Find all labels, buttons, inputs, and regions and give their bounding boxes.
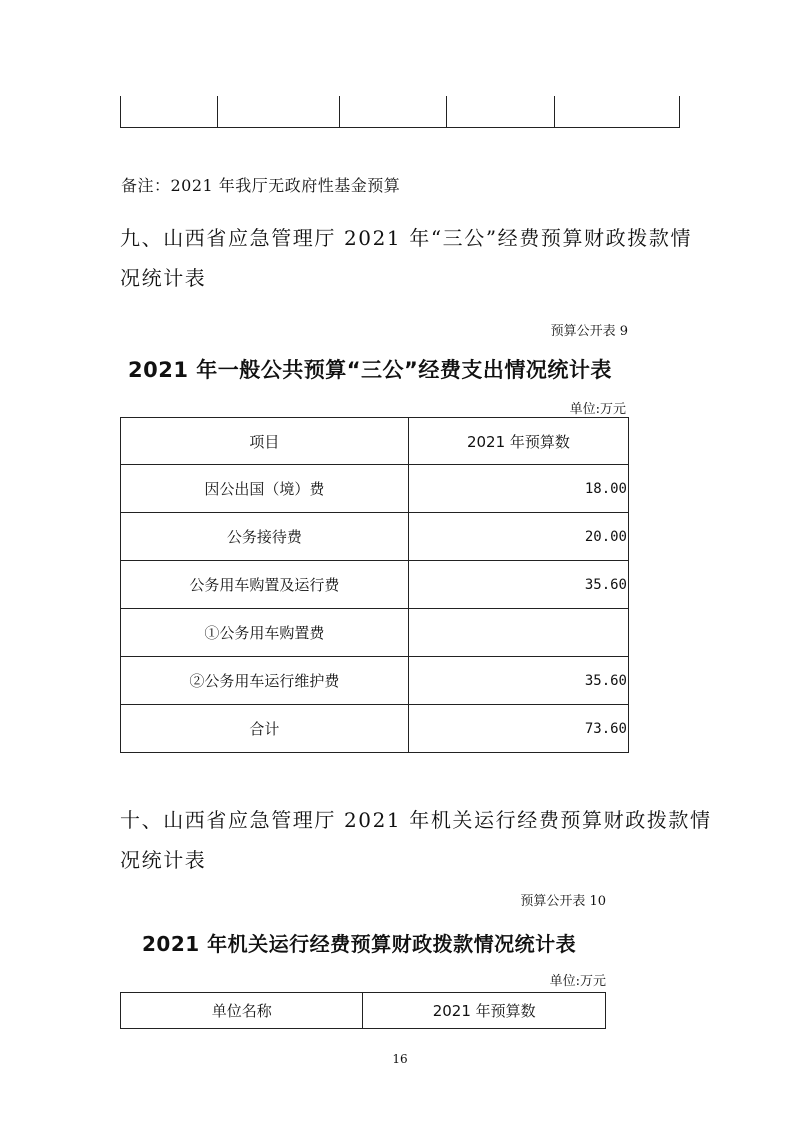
table-divider bbox=[554, 96, 555, 127]
table-10-unit: 单位:万元 bbox=[549, 974, 606, 989]
section-9-heading: 九、山西省应急管理厅 2021 年“三公”经费预算财政拨款情况统计表 bbox=[120, 226, 693, 290]
table-divider bbox=[339, 96, 340, 127]
row-item: 公务接待费 bbox=[121, 513, 409, 561]
row-value: 35.60 bbox=[408, 657, 628, 705]
row-item: ①公务用车购置费 bbox=[121, 609, 409, 657]
row-value: 18.00 bbox=[408, 465, 628, 513]
previous-table-fragment bbox=[120, 96, 680, 128]
page-number: 16 bbox=[392, 1052, 408, 1066]
row-item: ②公务用车运行维护费 bbox=[121, 657, 409, 705]
row-value: 73.60 bbox=[408, 705, 628, 753]
table-9-unit: 单位:万元 bbox=[569, 402, 626, 417]
table-divider bbox=[446, 96, 447, 127]
row-item: 因公出国（境）费 bbox=[121, 465, 409, 513]
table-row-total bbox=[121, 705, 629, 753]
table-row bbox=[121, 513, 629, 561]
row-item: 合计 bbox=[121, 705, 409, 753]
table-header-row bbox=[121, 418, 629, 465]
row-value bbox=[408, 609, 628, 657]
table-row bbox=[121, 657, 629, 705]
table-row bbox=[121, 609, 629, 657]
three-public-expenses-table bbox=[120, 417, 629, 753]
row-value: 20.00 bbox=[408, 513, 628, 561]
column-header-unit-name: 单位名称 bbox=[121, 993, 363, 1029]
table-9-title: 2021 年一般公共预算“三公”经费支出情况统计表 bbox=[128, 358, 612, 382]
row-value: 35.60 bbox=[408, 561, 628, 609]
column-header-budget: 2021 年预算数 bbox=[363, 993, 606, 1029]
column-header-budget: 2021 年预算数 bbox=[408, 418, 628, 465]
table-9-tag: 预算公开表 9 bbox=[550, 324, 628, 339]
table-row bbox=[121, 465, 629, 513]
remark-note: 备注：2021 年我厅无政府性基金预算 bbox=[121, 176, 401, 195]
table-header-row bbox=[121, 993, 606, 1029]
table-divider bbox=[217, 96, 218, 127]
table-10-tag: 预算公开表 10 bbox=[520, 894, 606, 909]
column-header-item: 项目 bbox=[121, 418, 409, 465]
row-item: 公务用车购置及运行费 bbox=[121, 561, 409, 609]
section-10-heading: 十、山西省应急管理厅 2021 年机关运行经费预算财政拨款情况统计表 bbox=[120, 808, 712, 872]
table-10-title: 2021 年机关运行经费预算财政拨款情况统计表 bbox=[142, 932, 577, 956]
operating-expenses-table bbox=[120, 992, 606, 1029]
table-row bbox=[121, 561, 629, 609]
